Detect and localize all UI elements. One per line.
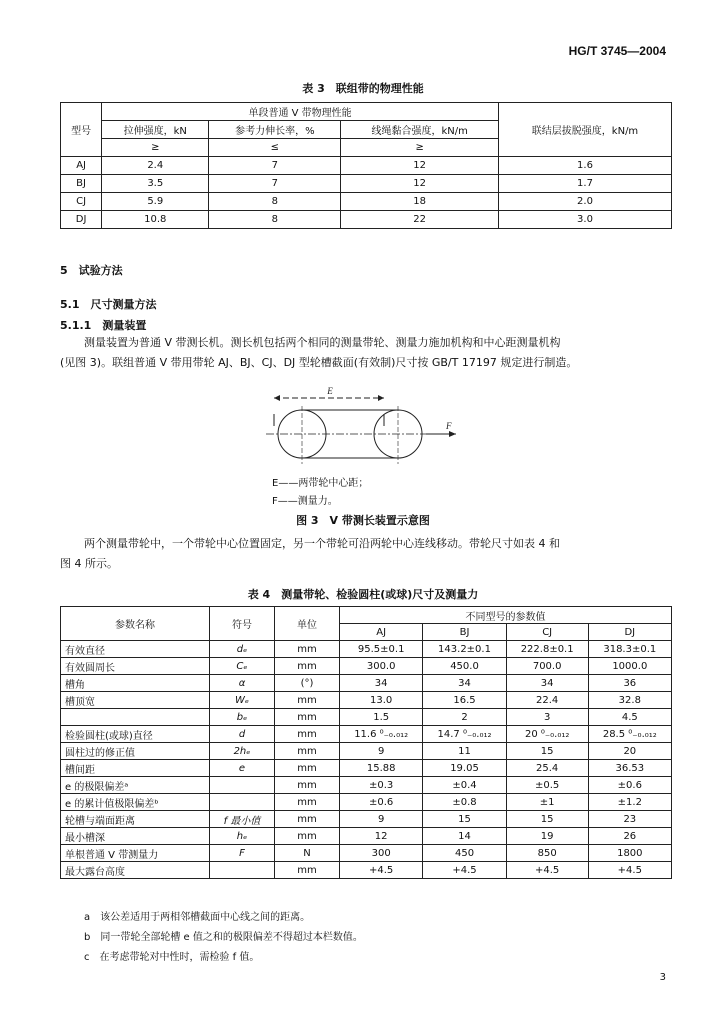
- t3-elong: 7: [209, 175, 341, 193]
- table-row: [61, 175, 672, 193]
- arrow-right-icon: [378, 395, 384, 401]
- section-5-1-1-heading: 5.1.1 测量装置: [60, 319, 147, 332]
- t4-value-bj: 15: [423, 811, 506, 828]
- t4-unit: mm: [275, 709, 340, 726]
- t3-ge: ≥: [102, 139, 209, 157]
- t4-param-name: 单根普通 V 带测量力: [61, 845, 210, 862]
- t4-param-name: 有效圆周长: [61, 658, 210, 675]
- t4-model-aj: AJ: [340, 624, 423, 641]
- t4-value-bj: ±0.8: [423, 794, 506, 811]
- t3-elong: 8: [209, 211, 341, 229]
- t4-value-dj: ±0.6: [588, 777, 671, 794]
- t4-value-dj: +4.5: [588, 862, 671, 879]
- t4-value-cj: 15: [506, 743, 588, 760]
- t4-value-bj: 14.7 ⁰₋₀.₀₁₂: [423, 726, 506, 743]
- t4-symbol: d: [210, 726, 275, 743]
- t4-value-cj: 25.4: [506, 760, 588, 777]
- t4-value-dj: 28.5 ⁰₋₀.₀₁₂: [588, 726, 671, 743]
- t4-value-cj: 15: [506, 811, 588, 828]
- table-row: [61, 828, 672, 845]
- t4-value-bj: 11: [423, 743, 506, 760]
- t4-unit: (°): [275, 675, 340, 692]
- t3-col-tensile: 拉伸强度，kN: [102, 121, 209, 139]
- t4-value-cj: ±1: [506, 794, 588, 811]
- paragraph-line: 图 4 所示。: [60, 557, 118, 570]
- t4-model-bj: BJ: [423, 624, 506, 641]
- table-row: [61, 658, 672, 675]
- t3-model: BJ: [61, 175, 102, 193]
- t4-unit: N: [275, 845, 340, 862]
- t3-adh: 18: [341, 193, 499, 211]
- t4-value-dj: 32.8: [588, 692, 671, 709]
- t4-param-name: [61, 709, 210, 726]
- figure3-legend-e: E——两带轮中心距；: [272, 478, 369, 489]
- t4-value-bj: ±0.4: [423, 777, 506, 794]
- t4-unit: mm: [275, 760, 340, 777]
- t4-unit: mm: [275, 641, 340, 658]
- t3-peel: 2.0: [499, 193, 672, 211]
- t4-symbol: Cₑ: [210, 658, 275, 675]
- t4-value-cj: +4.5: [506, 862, 588, 879]
- t3-col-model: 型号: [61, 103, 102, 157]
- t3-tensile: 3.5: [102, 175, 209, 193]
- table4: [60, 606, 672, 879]
- t4-value-cj: 3: [506, 709, 588, 726]
- table-row: [61, 193, 672, 211]
- t4-value-bj: 450.0: [423, 658, 506, 675]
- table-row: [61, 777, 672, 794]
- t4-value-aj: 1.5: [340, 709, 423, 726]
- t3-col-elongation: 参考力伸长率，%: [209, 121, 341, 139]
- table3-caption: 表 3 联组带的物理性能: [302, 82, 424, 95]
- t4-value-bj: 16.5: [423, 692, 506, 709]
- t4-unit: mm: [275, 794, 340, 811]
- table-row: [61, 692, 672, 709]
- t4-value-bj: 2: [423, 709, 506, 726]
- t3-adh: 12: [341, 175, 499, 193]
- t4-value-aj: 15.88: [340, 760, 423, 777]
- section-5-heading: 5 试验方法: [60, 264, 123, 277]
- t3-model: AJ: [61, 157, 102, 175]
- t4-unit: mm: [275, 828, 340, 845]
- t4-value-dj: 1000.0: [588, 658, 671, 675]
- t3-ge: ≥: [341, 139, 499, 157]
- t3-elong: 7: [209, 157, 341, 175]
- t4-param-name: 轮槽与端面距离: [61, 811, 210, 828]
- t4-value-dj: 23: [588, 811, 671, 828]
- arrow-left-icon: [274, 395, 280, 401]
- t4-value-dj: ±1.2: [588, 794, 671, 811]
- t4-value-cj: 222.8±0.1: [506, 641, 588, 658]
- table-row: [61, 709, 672, 726]
- table-row: [61, 845, 672, 862]
- t4-col-symbol: 符号: [210, 607, 275, 641]
- t4-model-cj: CJ: [506, 624, 588, 641]
- t4-param-name: 检验圆柱(或球)直径: [61, 726, 210, 743]
- t4-param-name: e 的极限偏差ᵃ: [61, 777, 210, 794]
- t3-adh: 22: [341, 211, 499, 229]
- t4-unit: mm: [275, 811, 340, 828]
- t4-param-name: 最大露台高度: [61, 862, 210, 879]
- t4-group-header: 不同型号的参数值: [340, 607, 672, 624]
- table-row: [61, 811, 672, 828]
- t4-value-aj: 12: [340, 828, 423, 845]
- t4-col-param: 参数名称: [61, 607, 210, 641]
- t4-unit: mm: [275, 777, 340, 794]
- t3-peel: 1.7: [499, 175, 672, 193]
- t4-symbol: dₑ: [210, 641, 275, 658]
- t4-value-dj: 4.5: [588, 709, 671, 726]
- t4-param-name: 最小槽深: [61, 828, 210, 845]
- t4-symbol: Wₑ: [210, 692, 275, 709]
- standard-number: HG/T 3745—2004: [568, 44, 666, 58]
- t4-value-aj: 300.0: [340, 658, 423, 675]
- paragraph-line: (见图 3)。联组普通 V 带用带轮 AJ、BJ、CJ、DJ 型轮槽截面(有效制)尺寸按 GB/T 17197 规定进行制造。: [60, 356, 578, 369]
- t4-value-aj: 95.5±0.1: [340, 641, 423, 658]
- t4-col-unit: 单位: [275, 607, 340, 641]
- paragraph-line: 两个测量带轮中，一个带轮中心位置固定，另一个带轮可沿两轮中心连线移动。带轮尺寸如表 4 和: [84, 537, 560, 550]
- t3-col-peel: 联结层拔脱强度，kN/m: [499, 103, 672, 157]
- t3-tensile: 2.4: [102, 157, 209, 175]
- t4-value-aj: +4.5: [340, 862, 423, 879]
- t4-value-aj: 9: [340, 743, 423, 760]
- t4-unit: mm: [275, 862, 340, 879]
- t4-param-name: 有效直径: [61, 641, 210, 658]
- table4-note-b: b 同一带轮全部轮槽 e 值之和的极限偏差不得超过本栏数值。: [84, 932, 363, 943]
- t4-value-bj: 34: [423, 675, 506, 692]
- t3-elong: 8: [209, 193, 341, 211]
- t4-symbol: f 最小值: [210, 811, 275, 828]
- table-row: [61, 157, 672, 175]
- table-row: [61, 726, 672, 743]
- t4-value-cj: ±0.5: [506, 777, 588, 794]
- t4-value-aj: 300: [340, 845, 423, 862]
- figure3-caption: 图 3 V 带测长装置示意图: [296, 514, 430, 527]
- t4-value-dj: 20: [588, 743, 671, 760]
- table-row: [61, 675, 672, 692]
- t4-symbol: [210, 794, 275, 811]
- t4-value-cj: 20 ⁰₋₀.₀₁₂: [506, 726, 588, 743]
- t4-param-name: 圆柱过的修正值: [61, 743, 210, 760]
- t4-value-cj: 22.4: [506, 692, 588, 709]
- table3: [60, 102, 672, 229]
- t4-symbol: F: [210, 845, 275, 862]
- t4-value-aj: 11.6 ⁰₋₀.₀₁₂: [340, 726, 423, 743]
- t4-value-dj: 318.3±0.1: [588, 641, 671, 658]
- t3-peel: 3.0: [499, 211, 672, 229]
- t4-value-cj: 850: [506, 845, 588, 862]
- t4-value-bj: 19.05: [423, 760, 506, 777]
- t4-value-dj: 36: [588, 675, 671, 692]
- t4-value-aj: ±0.3: [340, 777, 423, 794]
- t4-unit: mm: [275, 743, 340, 760]
- table-row: [61, 760, 672, 777]
- t4-value-bj: 14: [423, 828, 506, 845]
- label-e: E: [327, 386, 333, 396]
- t3-peel: 1.6: [499, 157, 672, 175]
- t3-adh: 12: [341, 157, 499, 175]
- figure3-legend-f: F——测量力。: [272, 496, 338, 507]
- table-row: [61, 794, 672, 811]
- t4-value-bj: 450: [423, 845, 506, 862]
- table4-note-a: a 该公差适用于两相邻槽截面中心线之间的距离。: [84, 912, 311, 923]
- t4-unit: mm: [275, 726, 340, 743]
- table4-note-c: c 在考虑带轮对中性时，需检验 f 值。: [84, 952, 260, 963]
- t4-param-name: 槽间距: [61, 760, 210, 777]
- t3-tensile: 10.8: [102, 211, 209, 229]
- t3-model: DJ: [61, 211, 102, 229]
- t4-value-cj: 19: [506, 828, 588, 845]
- t4-param-name: 槽顶宽: [61, 692, 210, 709]
- t3-tensile: 5.9: [102, 193, 209, 211]
- t4-model-dj: DJ: [588, 624, 671, 641]
- table4-caption: 表 4 测量带轮、检验圆柱(或球)尺寸及测量力: [247, 588, 479, 601]
- t4-param-name: e 的累计值极限偏差ᵇ: [61, 794, 210, 811]
- t4-symbol: α: [210, 675, 275, 692]
- t4-value-aj: 9: [340, 811, 423, 828]
- t4-value-aj: ±0.6: [340, 794, 423, 811]
- t4-value-bj: 143.2±0.1: [423, 641, 506, 658]
- t4-param-name: 槽角: [61, 675, 210, 692]
- t4-value-aj: 34: [340, 675, 423, 692]
- t4-value-cj: 34: [506, 675, 588, 692]
- t4-value-dj: 36.53: [588, 760, 671, 777]
- page-number: 3: [659, 972, 666, 983]
- t4-symbol: bₑ: [210, 709, 275, 726]
- figure3-diagram: [260, 384, 470, 468]
- label-f: F: [446, 421, 452, 431]
- t4-unit: mm: [275, 658, 340, 675]
- table-row: [61, 211, 672, 229]
- paragraph-line: 测量装置为普通 V 带测长机。测长机包括两个相同的测量带轮、测量力施加机构和中心距测量机构: [84, 336, 561, 349]
- t4-symbol: [210, 862, 275, 879]
- table-row: [61, 862, 672, 879]
- t4-value-bj: +4.5: [423, 862, 506, 879]
- t3-le: ≤: [209, 139, 341, 157]
- t4-value-dj: 26: [588, 828, 671, 845]
- section-5-1-heading: 5.1 尺寸测量方法: [60, 298, 157, 311]
- t4-symbol: e: [210, 760, 275, 777]
- t3-model: CJ: [61, 193, 102, 211]
- t4-value-aj: 13.0: [340, 692, 423, 709]
- table-row: [61, 641, 672, 658]
- t3-col-adhesion: 线绳黏合强度，kN/m: [341, 121, 499, 139]
- t4-value-cj: 700.0: [506, 658, 588, 675]
- t4-symbol: [210, 777, 275, 794]
- table-row: [61, 743, 672, 760]
- t3-group-header: 单段普通 V 带物理性能: [102, 103, 499, 121]
- t4-symbol: hₑ: [210, 828, 275, 845]
- force-arrow-icon: [449, 431, 456, 437]
- t4-unit: mm: [275, 692, 340, 709]
- t4-symbol: 2hₑ: [210, 743, 275, 760]
- t4-value-dj: 1800: [588, 845, 671, 862]
